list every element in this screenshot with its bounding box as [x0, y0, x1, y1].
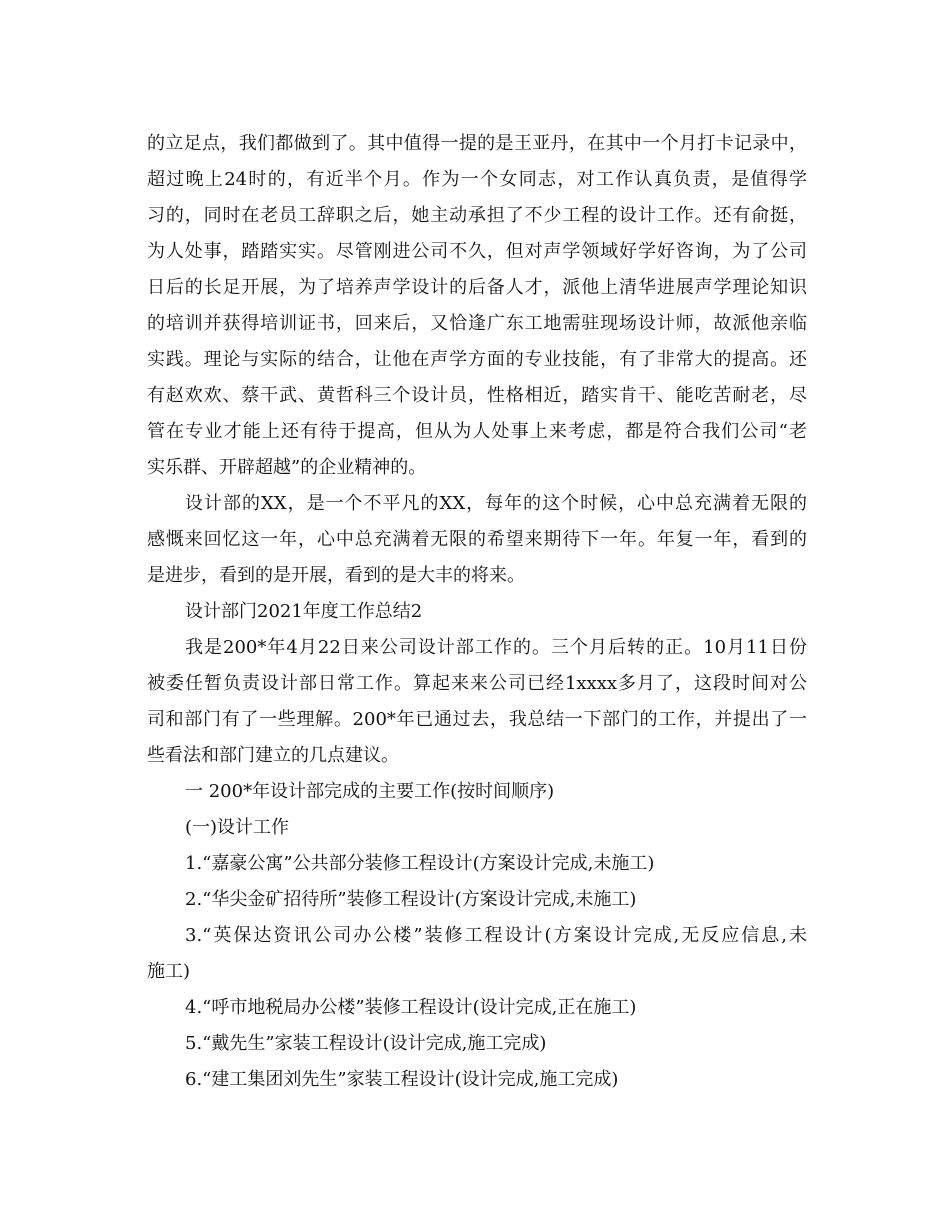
subheading: 一 200*年设计部完成的主要工作(按时间顺序) [185, 781, 555, 802]
list-item: 6.“建工集团刘先生”家装工程设计(设计完成,施工完成) [185, 1069, 619, 1090]
paragraph-line: 设计部的XX，是一个不平凡的XX，每年的这个时候，心中总充满着无限的 [185, 493, 807, 514]
paragraph-line: 的培训并获得培训证书，回来后，又恰逢广东工地需驻现场设计师，故派他亲临 [147, 313, 807, 334]
list-item: 1.“嘉豪公寓”公共部分装修工程设计(方案设计完成,未施工) [185, 853, 655, 874]
paragraph-line: 实乐群、开辟超越”的企业精神的。 [147, 457, 427, 478]
list-item: 5.“戴先生”家装工程设计(设计完成,施工完成) [185, 1033, 547, 1054]
section-heading: 设计部门2021年度工作总结2 [185, 601, 423, 622]
paragraph-line: 些看法和部门建立的几点建议。 [147, 745, 399, 766]
paragraph-line: 被委任暂负责设计部日常工作。算起来来公司已经1xxxx多月了，这段时间对公 [147, 673, 807, 694]
paragraph-line: 习的，同时在老员工辞职之后，她主动承担了不少工程的设计工作。还有俞挺， [147, 205, 807, 226]
paragraph-line: 有赵欢欢、蔡干武、黄哲科三个设计员，性格相近，踏实肯干、能吃苦耐老，尽 [147, 385, 807, 406]
paragraph-line: 超过晚上24时的，有近半个月。作为一个女同志，对工作认真负责，是值得学 [147, 169, 807, 190]
paragraph-line: 为人处事，踏踏实实。尽管刚进公司不久，但对声学领域好学好咨询，为了公司 [147, 241, 807, 262]
list-item: 3.“英保达资讯公司办公楼”装修工程设计(方案设计完成,无反应信息,未 [185, 925, 807, 946]
paragraph-line: 管在专业才能上还有待于提高，但从为人处事上来考虑，都是符合我们公司“老 [147, 421, 807, 442]
paragraph-line: 的立足点，我们都做到了。其中值得一提的是王亚丹，在其中一个月打卡记录中， [147, 133, 807, 154]
document-body [147, 126, 807, 1098]
subheading: (一)设计工作 [185, 817, 290, 838]
paragraph-line: 是进步，看到的是开展，看到的是大丰的将来。 [147, 565, 525, 586]
paragraph-line: 感慨来回忆这一年，心中总充满着无限的希望来期待下一年。年复一年，看到的 [147, 529, 807, 550]
list-item: 2.“华尖金矿招待所”装修工程设计(方案设计完成,未施工) [185, 889, 637, 910]
list-item-continuation: 施工) [147, 961, 191, 982]
list-item: 4.“呼市地税局办公楼”装修工程设计(设计完成,正在施工) [185, 997, 637, 1018]
paragraph-line: 日后的长足开展，为了培养声学设计的后备人才，派他上清华进展声学理论知识 [147, 277, 807, 298]
paragraph-line: 司和部门有了一些理解。200*年已通过去，我总结一下部门的工作，并提出了一 [147, 709, 807, 730]
paragraph-line: 我是200*年4月22日来公司设计部工作的。三个月后转的正。10月11日份 [185, 637, 807, 658]
paragraph-line: 实践。理论与实际的结合，让他在声学方面的专业技能，有了非常大的提高。还 [147, 349, 807, 370]
